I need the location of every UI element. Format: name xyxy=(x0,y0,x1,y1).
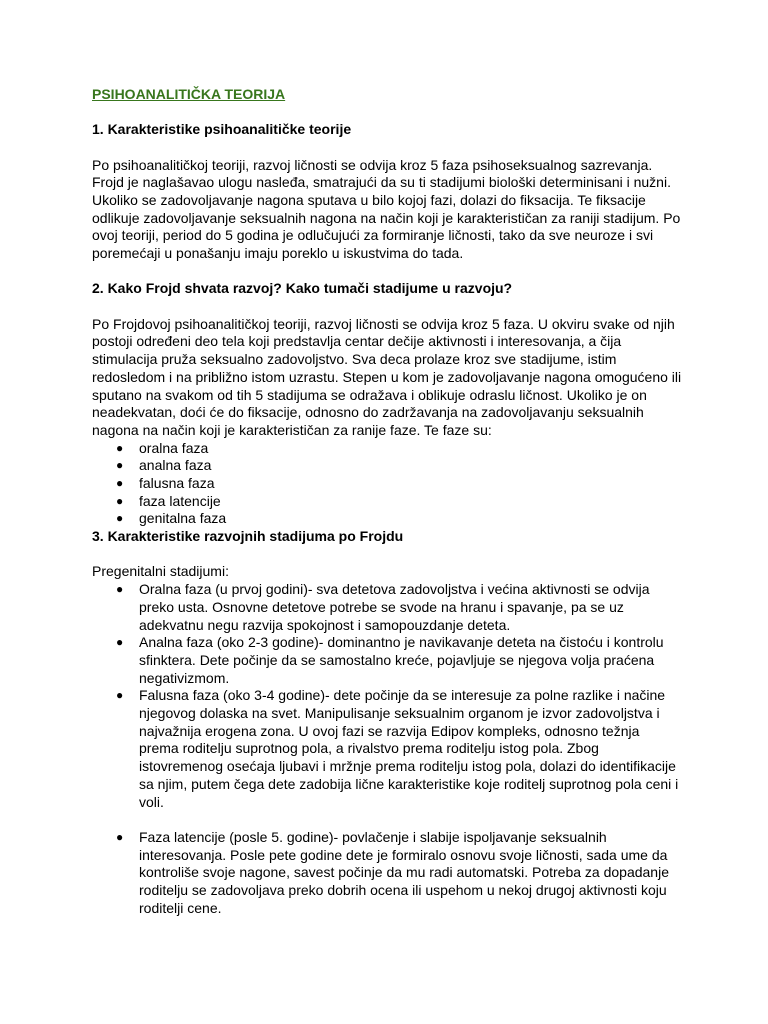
latency-stage-list xyxy=(92,829,682,918)
pregenital-stages-list xyxy=(92,581,682,811)
list-item-text: oralna faza xyxy=(139,439,209,456)
list-item xyxy=(92,475,682,493)
document-body xyxy=(92,86,682,917)
bullet-icon: ● xyxy=(116,493,124,508)
bullet-icon: ● xyxy=(116,511,124,526)
list-item xyxy=(92,829,682,918)
list-item-text: analna faza xyxy=(139,457,212,474)
list-item xyxy=(92,457,682,475)
list-item-text: Oralna faza (u prvoj godini)- sva detetova zadovoljstva i većina aktivnosti se odvija preko usta. Osnovne detetove potrebe se svode na hranu i spavanje, pa se uz adekvatnu negu razvija spokojnost i samopouzdanje deteta. xyxy=(139,581,650,633)
list-spacer xyxy=(92,811,682,829)
list-item-text: falusna faza xyxy=(139,475,215,492)
bullet-icon: ● xyxy=(116,458,124,473)
list-item xyxy=(92,510,682,528)
section-1-paragraph: Po psihoanalitičkoj teoriji, razvoj ličnosti se odvija kroz 5 faza psihoseksualnog sazrevanja. Frojd je naglašavao ulogu nasleđa, smatrajući da su ti stadijumi biološki determinisani i nužni. Ukoliko se zadovoljavanje nagona sputava u bilo kojoj fazi, dolazi do fiksacija. Te fiksacije odlikuje zadovoljavanje seksualnih nagona na način koji je karakterističan za raniji stadijum. Po ovoj teoriji, period do 5 godina je odlučujući za formiranje ličnosti, tako da sve neuroze i svi poremećaji u ponašanju imaju poreklo u iskustvima do tada. xyxy=(92,156,681,262)
list-item xyxy=(92,634,682,687)
list-item-text: Falusna faza (oko 3-4 godine)- dete počinje da se interesuje za polne razlike i načine njegovog dolaska na svet. Manipulisanje seksualnim organom je izvor zadovoljstva i najvažnija erogena zona. U ovoj fazi se razvija Edipov kompleks, odnosno težnja prema roditelju suprotnog pola, a rivalstvo prema roditelju istog pola. Zbog istovremenog osećaja ljubavi i mržnje prema roditelju istog pola, dolazi do identifikacije sa njim, putem čega dete zadobija lične karakteristike koje roditelj suprotnog pola ceni i voli. xyxy=(139,687,679,810)
phases-list xyxy=(92,440,682,529)
list-item-text: Faza latencije (posle 5. godine)- povlačenje i slabije ispoljavanje seksualnih interesovanja. Posle pete godine dete je formiralo osnovu svoje ličnosti, sada ume da kontroliše svoje nagone, savest počinje da mu radi automatski. Potreba za dopadanje roditelju se zadovoljava preko dobrih ocena ili uspehom u nekoj drugoj aktivnosti koju roditelji cene. xyxy=(139,828,669,916)
bullet-icon: ● xyxy=(116,440,124,455)
section-3-intro: Pregenitalni stadijumi: xyxy=(92,563,229,580)
bullet-icon: ● xyxy=(116,688,124,703)
bullet-icon: ● xyxy=(116,635,124,650)
list-item xyxy=(92,687,682,811)
list-item xyxy=(92,581,682,634)
list-item-text: Analna faza (oko 2-3 godine)- dominantno je navikavanje deteta na čistoću i kontrolu sfinktera. Dete počinje da se samostalno kreće, pojavljuje se njegova volja praćena negativizmom. xyxy=(139,634,664,686)
list-item xyxy=(92,493,682,511)
section-2-paragraph: Po Frojdovoj psihoanalitičkoj teoriji, razvoj ličnosti se odvija kroz 5 faza. U okviru svake od njih postoji određeni deo tela koji predstavlja centar dečije aktivnosti i interesovanja, a čija stimulacija pruža seksualno zadovoljstvo. Sva deca prolaze kroz sve stadijume, istim redosledom i na približno istom uzrastu. Stepen u kom je zadovoljavanje nagona omogućeno ili sputano na svakom od tih 5 stadijuma se odražava i oblikuje odraslu ličnost. Ukoliko je on neadekvatan, doći će do fiksacije, odnosno do zadržavanja na zadovoljavanju seksualnih nagona na način koji je karakterističan za ranije faze. Te faze su: xyxy=(92,315,682,438)
document-title: PSIHOANALITIČKA TEORIJA xyxy=(92,86,286,102)
bullet-icon: ● xyxy=(116,582,124,597)
bullet-icon: ● xyxy=(116,476,124,491)
list-item-text: genitalna faza xyxy=(139,510,227,527)
bullet-icon: ● xyxy=(116,829,124,844)
list-item-text: faza latencije xyxy=(139,492,221,509)
section-3-heading: 3. Karakteristike razvojnih stadijuma po Frojdu xyxy=(92,528,404,545)
list-item xyxy=(92,440,682,458)
section-1-heading: 1. Karakteristike psihoanalitičke teorije xyxy=(92,121,352,138)
section-2-heading: 2. Kako Frojd shvata razvoj? Kako tumači stadijume u razvoju? xyxy=(92,280,513,297)
